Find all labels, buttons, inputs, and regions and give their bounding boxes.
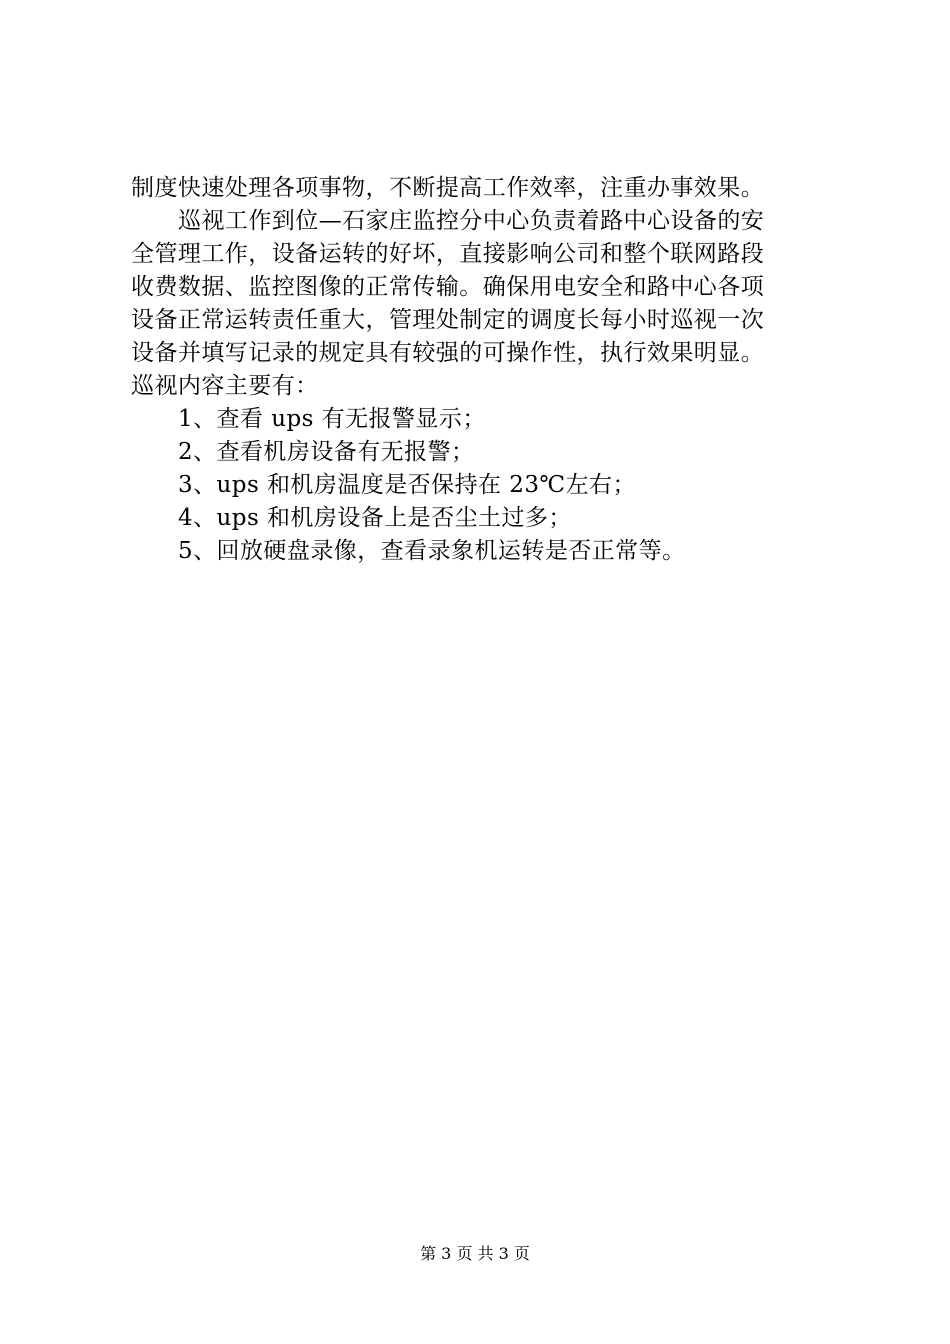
paragraph-line: 制度快速处理各项事物，不断提高工作效率，注重办事效果。 xyxy=(131,175,765,201)
list-item: 4、ups 和机房设备上是否尘土过多； xyxy=(178,505,572,531)
paragraph-line: 巡视工作到位—石家庄监控分中心负责着路中心设备的安 xyxy=(178,208,765,234)
paragraph-line: 设备正常运转责任重大，管理处制定的调度长每小时巡视一次 xyxy=(131,307,765,333)
list-item: 2、查看机房设备有无报警； xyxy=(178,439,475,465)
paragraph-line: 巡视内容主要有： xyxy=(131,373,319,399)
paragraph-line: 全管理工作，设备运转的好坏，直接影响公司和整个联网路段 xyxy=(131,241,765,267)
paragraph-line: 收费数据、监控图像的正常传输。确保用电安全和路中心各项 xyxy=(131,274,765,300)
list-item: 5、回放硬盘录像，查看录象机运转是否正常等。 xyxy=(178,538,686,564)
paragraph-line: 设备并填写记录的规定具有较强的可操作性，执行效果明显。 xyxy=(131,340,765,366)
page-number-footer: 第 3 页 共 3 页 xyxy=(420,1244,530,1263)
document-body xyxy=(131,172,831,568)
list-item: 3、ups 和机房温度是否保持在 23℃左右； xyxy=(178,472,636,498)
list-item: 1、查看 ups 有无报警显示； xyxy=(178,406,486,432)
